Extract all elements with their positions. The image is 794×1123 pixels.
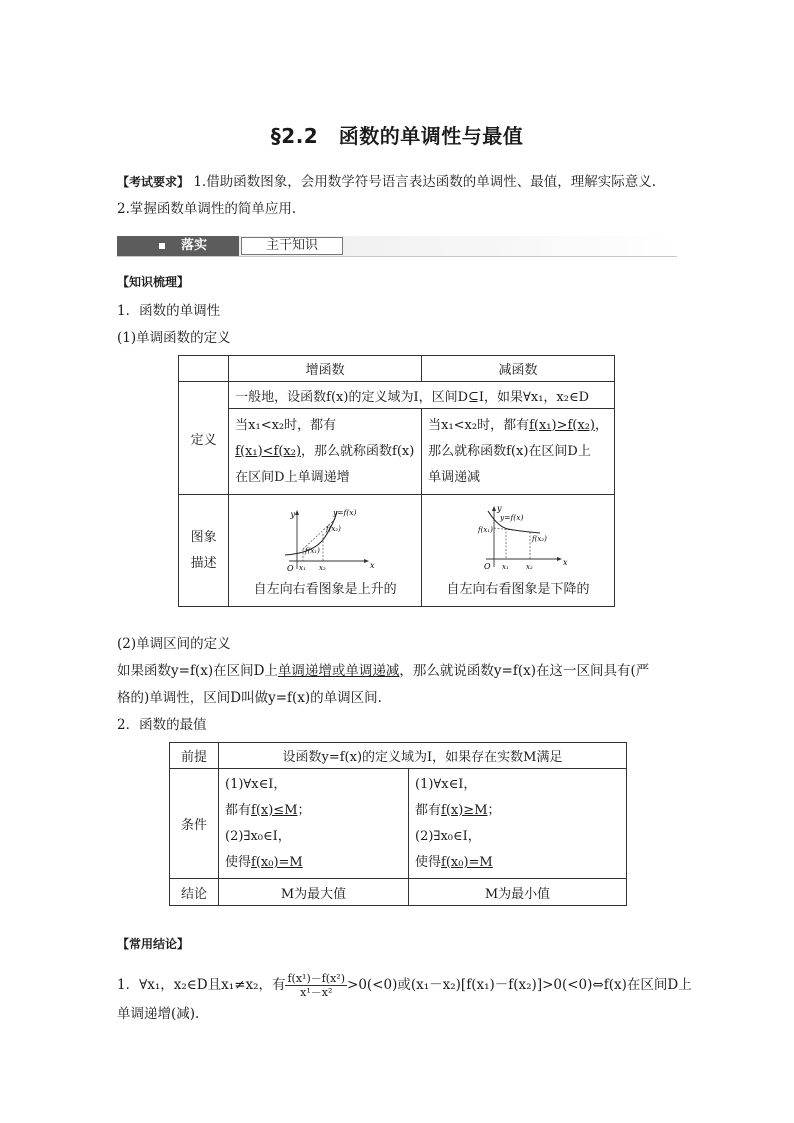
max-line-1: (1)∀x∈I， (225, 776, 287, 792)
section-bar-left (117, 236, 239, 256)
requirements-line-1 (117, 172, 656, 192)
conclusion-line-1 (117, 970, 692, 1000)
dec-x2-label: x₂ (526, 562, 533, 571)
dec-origin-label: O (484, 561, 491, 571)
increasing-definition (229, 409, 422, 495)
heading-monotone-definition: (1)单调函数的定义 (117, 330, 231, 346)
dec-y-label: y (497, 504, 502, 513)
interval-paragraph-line-1 (117, 661, 649, 681)
max-conclusion: M为最大值 (219, 879, 409, 906)
min-line-4 (415, 850, 620, 876)
min-line-4-a: 使得 (415, 854, 442, 870)
min-line-2 (415, 798, 620, 824)
fraction-denominator: x¹－x² (300, 986, 333, 999)
min-attained-formula: f(x₀)=M (441, 854, 493, 870)
conclusion-line-2: 单调递增(减). (117, 1006, 200, 1022)
min-line-3: (2)∃x₀∈I， (415, 828, 481, 844)
min-conclusion: M为最小值 (409, 879, 627, 906)
max-line-3: (2)∃x₀∈I， (225, 828, 291, 844)
max-line-2 (225, 798, 402, 824)
max-attained-formula: f(x₀)=M (251, 854, 303, 870)
header-decreasing: 减函数 (422, 356, 615, 382)
decreasing-function-graph (468, 505, 568, 575)
conclusion-part-2: >0(<0)或(x₁－x₂)[f(x₁)－f(x₂)]>0(<0)⇔f(x)在区间D上 (347, 977, 692, 993)
dec-x-label: x (563, 557, 568, 567)
min-condition (409, 769, 627, 879)
common-definition: 一般地，设函数f(x)的定义域为I，区间D⊆I，如果∀x₁，x₂∈D (229, 382, 615, 409)
header-increasing: 增函数 (229, 356, 422, 382)
min-line-1: (1)∀x∈I， (415, 776, 477, 792)
inc-line-3: 在区间D上单调递增 (235, 469, 350, 485)
extrema-table (169, 742, 627, 906)
interval-text-c: ，那么就说函数y=f(x)在这一区间具有(严 (399, 663, 650, 679)
min-condition-formula: f(x)≥M (441, 802, 488, 818)
increasing-caption: 自左向右看图象是上升的 (253, 581, 397, 597)
heading-monotonicity: 1．函数的单调性 (117, 303, 221, 319)
max-condition (219, 769, 409, 879)
min-line-2-c: ； (487, 802, 501, 818)
dec-line-1-end: ， (594, 417, 608, 433)
dec-yfx-label: y=f(x) (500, 512, 524, 522)
conclusion-part-1: 1．∀x₁，x₂∈D且x₁≠x₂，有 (117, 977, 286, 993)
dec-fx2-label: f(x₂) (532, 534, 547, 543)
min-line-2-a: 都有 (415, 802, 442, 818)
inc-line-1: 当x₁<x₂时，都有 (235, 417, 337, 433)
inc-line-2 (235, 439, 415, 465)
inc-x1-label: x₁ (299, 563, 306, 572)
row-label-graph (179, 495, 229, 607)
increasing-graph-cell (229, 495, 422, 607)
inc-fx1-label: f(x₁) (305, 546, 320, 555)
section-right-label: 主干知识 (241, 237, 343, 255)
interval-text-a: 如果函数y=f(x)在区间D上 (117, 663, 278, 679)
dec-x1-label: x₁ (502, 562, 509, 571)
heading-extrema: 2．函数的最值 (117, 717, 207, 733)
monotonic-definition-table (178, 355, 615, 607)
row-label-condition: 条件 (170, 769, 219, 879)
common-conclusions-label: 【常用结论】 (117, 937, 190, 951)
row-label-definition: 定义 (179, 382, 229, 495)
heading-interval-definition: (2)单调区间的定义 (117, 636, 231, 652)
section-bar (117, 236, 677, 257)
decreasing-caption: 自左向右看图象是下降的 (446, 581, 590, 597)
inc-y-label: y (290, 509, 296, 519)
requirements-label: 【考试要求】 (117, 175, 190, 189)
knowledge-label: 【知识梳理】 (117, 275, 190, 289)
row-label-conclusion: 结论 (170, 879, 219, 906)
row-label-graph-2: 描述 (190, 555, 217, 571)
dec-line-1-start: 当x₁<x₂时，都有 (428, 417, 530, 433)
square-bullet-icon (159, 243, 165, 249)
dec-condition: f(x₁)>f(x₂) (529, 417, 595, 433)
row-label-premise: 前提 (170, 743, 219, 769)
dec-line-3: 单调递减 (428, 469, 481, 485)
dec-fx1-label: f(x₁) (478, 525, 493, 534)
requirements-text-1: 1.借助函数图象，会用数学符号语言表达函数的单调性、最值，理解实际意义. (193, 174, 656, 190)
page-title: §2.2 函数的单调性与最值 (270, 124, 524, 148)
interval-paragraph-line-2: 格的)单调性，区间D叫做y=f(x)的单调区间. (117, 690, 382, 706)
inc-fx2-label: f(x₂) (326, 524, 341, 533)
fraction-numerator: f(x¹)－f(x²) (287, 972, 346, 985)
inc-origin-label: O (287, 563, 294, 573)
max-line-4-a: 使得 (225, 854, 252, 870)
table1-corner (179, 356, 229, 382)
decreasing-graph-cell (422, 495, 615, 607)
requirements-line-2: 2.掌握函数单调性的简单应用. (117, 201, 297, 217)
increasing-function-graph (275, 505, 375, 575)
section-left-label: 落实 (181, 238, 208, 253)
decreasing-definition (422, 409, 615, 495)
inc-condition: f(x₁)<f(x₂) (235, 443, 302, 459)
max-line-4 (225, 850, 402, 876)
max-line-2-a: 都有 (225, 802, 252, 818)
inc-yfx-label: y=f(x) (333, 507, 357, 517)
inc-line-2-rest: ，那么就称函数f(x) (301, 443, 415, 459)
difference-quotient-fraction (285, 972, 347, 999)
inc-x2-label: x₂ (319, 563, 326, 572)
dec-line-2: 那么就称函数f(x)在区间D上 (428, 443, 591, 459)
max-condition-formula: f(x)≤M (251, 802, 298, 818)
interval-text-underlined: 单调递增或单调递减 (277, 663, 400, 679)
dec-line-1 (428, 413, 608, 439)
max-line-2-c: ； (297, 802, 311, 818)
premise-content: 设函数y=f(x)的定义域为I，如果存在实数M满足 (219, 743, 627, 769)
inc-x-label: x (370, 560, 375, 570)
row-label-graph-1: 图象 (190, 529, 217, 545)
